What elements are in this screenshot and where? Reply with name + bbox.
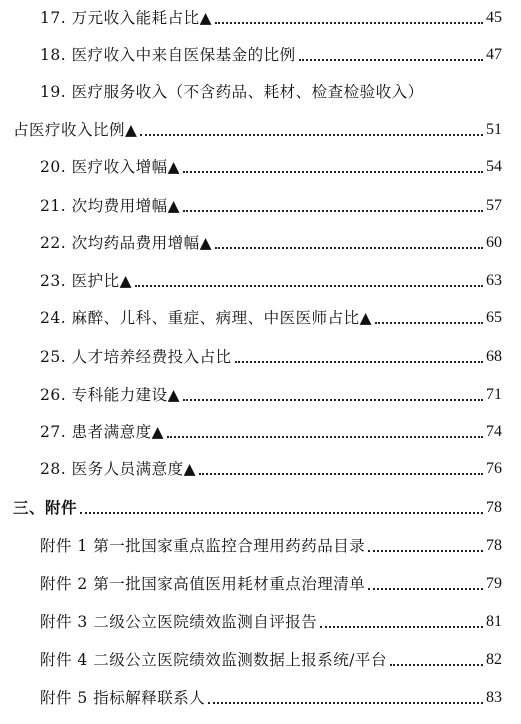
toc-page-number: 71 xyxy=(486,386,502,403)
toc-entry-19[interactable] xyxy=(13,116,502,140)
toc-entry-label: 26. 专科能力建设▲ xyxy=(40,386,180,404)
toc-entry-label: 17. 万元收入能耗占比▲ xyxy=(40,9,212,27)
dot-leader xyxy=(80,511,483,514)
toc-page-number: 78 xyxy=(486,499,502,516)
toc-page-number: 63 xyxy=(486,272,502,289)
toc-entry-24[interactable] xyxy=(40,304,502,328)
toc-page-number: 60 xyxy=(486,234,502,251)
toc-entry-label: 23. 医护比▲ xyxy=(40,272,132,290)
dot-leader xyxy=(135,284,483,287)
dot-leader xyxy=(215,21,483,24)
toc-page-number: 83 xyxy=(486,689,502,706)
toc-entry-label: 21. 次均费用增幅▲ xyxy=(40,197,180,215)
toc-entry-label: 20. 医疗收入增幅▲ xyxy=(40,158,180,176)
toc-entry-label: 附件 3 二级公立医院绩效监测自评报告 xyxy=(40,613,318,631)
toc-entry-label: 25. 人才培养经费投入占比 xyxy=(40,348,232,366)
toc-entry-label: 24. 麻醉、儿科、重症、病理、中医医师占比▲ xyxy=(40,309,372,327)
dot-leader xyxy=(199,472,483,475)
toc-page-number: 68 xyxy=(486,348,502,365)
toc-appendix-2[interactable] xyxy=(40,570,502,594)
toc-appendix-3[interactable] xyxy=(40,608,502,632)
dot-leader xyxy=(215,246,483,249)
dot-leader xyxy=(368,587,483,590)
toc-entry-28[interactable] xyxy=(40,455,502,479)
toc-page-number: 57 xyxy=(486,197,502,214)
dot-leader xyxy=(320,625,483,628)
toc-page-number: 47 xyxy=(486,46,502,63)
toc-entry-label: 28. 医务人员满意度▲ xyxy=(40,460,196,478)
toc-entry-label: 附件 4 二级公立医院绩效监测数据上报系统/平台 xyxy=(40,651,387,669)
toc-page-number: 76 xyxy=(486,460,502,477)
dot-leader xyxy=(183,170,483,173)
toc-entry-21[interactable] xyxy=(40,192,502,216)
toc-entry-label: 附件 5 指标解释联系人 xyxy=(40,689,206,707)
toc-section-label: 三、附件 xyxy=(13,498,78,517)
dot-leader xyxy=(208,701,483,704)
toc-page-number: 78 xyxy=(486,537,502,554)
toc-page-number: 79 xyxy=(486,575,502,592)
dot-leader xyxy=(375,321,483,324)
dot-leader xyxy=(140,133,483,136)
dot-leader xyxy=(235,360,483,363)
toc-entry-label: 附件 2 第一批国家高值医用耗材重点治理清单 xyxy=(40,575,366,593)
toc-entry-25[interactable] xyxy=(40,343,502,367)
toc-entry-label: 18. 医疗收入中来自医保基金的比例 xyxy=(40,46,296,64)
dot-leader xyxy=(183,209,483,212)
toc-page-number: 45 xyxy=(486,9,502,26)
toc-section-appendix[interactable] xyxy=(13,494,502,518)
toc-page-number: 82 xyxy=(486,651,502,668)
toc-appendix-1[interactable] xyxy=(40,532,502,556)
dot-leader xyxy=(167,435,483,438)
dot-leader xyxy=(183,398,483,401)
toc-entry-label: 27. 患者满意度▲ xyxy=(40,423,164,441)
toc-appendix-4[interactable] xyxy=(40,646,502,670)
toc-entry-23[interactable] xyxy=(40,267,502,291)
toc-page-number: 54 xyxy=(486,158,502,175)
toc-entry-20[interactable] xyxy=(40,153,502,177)
toc-entry-22[interactable] xyxy=(40,229,502,253)
dot-leader xyxy=(390,663,483,666)
toc-entry-26[interactable] xyxy=(40,381,502,405)
toc-entry-27[interactable] xyxy=(40,418,502,442)
toc-page-number: 74 xyxy=(486,423,502,440)
toc-entry-label-continued: 占医疗收入比例▲ xyxy=(13,121,138,139)
toc-page-number: 65 xyxy=(486,309,502,326)
toc-entry-label: 附件 1 第一批国家重点监控合理用药药品目录 xyxy=(40,537,366,555)
toc-appendix-5[interactable] xyxy=(40,684,502,708)
toc-entry-18[interactable] xyxy=(40,41,502,65)
toc-entry-label: 22. 次均药品费用增幅▲ xyxy=(40,234,212,252)
dot-leader xyxy=(368,549,483,552)
toc-page-number: 81 xyxy=(486,613,502,630)
toc-entry-17[interactable] xyxy=(40,4,502,28)
toc-entry-19-line1[interactable]: 19. 医疗服务收入（不含药品、耗材、检查检验收入） xyxy=(40,83,424,101)
toc-page-number: 51 xyxy=(486,121,502,138)
dot-leader xyxy=(299,58,483,61)
